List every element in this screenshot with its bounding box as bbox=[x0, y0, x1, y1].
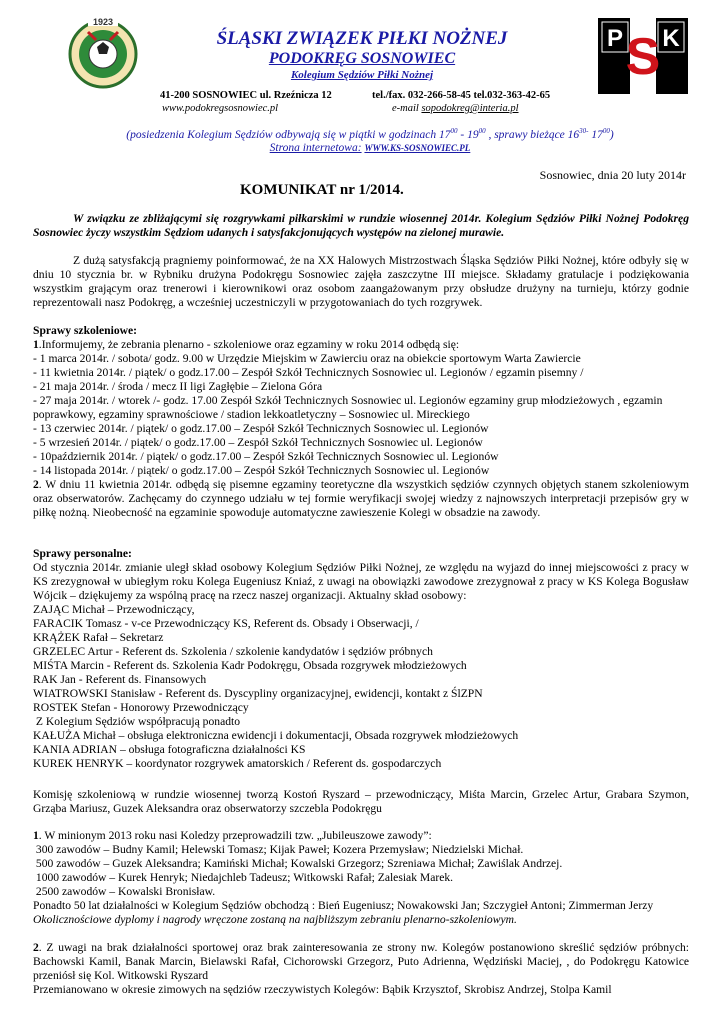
item-text: .Informujemy, że zebrania plenarno - szkoleniowe oraz egzaminy w roku 2014 odbędą się: bbox=[38, 338, 460, 351]
schedule-row: - 14 listopada 2014r. / piątek/ o godz.17.00 – Zespół Szkół Technicznych Sosnowiec ul. Legionów bbox=[33, 464, 490, 477]
jubilee-row: 500 zawodów – Guzek Aleksandra; Kamiński Michał; Kowalski Grzegorz; Szreniawa Michał; Zawiślak Andrzej. bbox=[33, 857, 563, 870]
site-url-link[interactable]: WWW.KS-SOSNOWIEC.PL bbox=[364, 143, 471, 153]
personnel-section bbox=[33, 547, 689, 771]
meeting-end: ) bbox=[609, 128, 614, 141]
item-number: 2 bbox=[33, 478, 39, 491]
training-heading: Sprawy szkoleniowe: bbox=[33, 324, 138, 337]
jubilee-row: 1000 zawodów – Kurek Henryk; Niedajchleb Tadeusz; Witkowski Rafał; Zalesiak Marek. bbox=[33, 871, 454, 884]
member-row: ZAJĄC Michał – Przewodniczący, bbox=[33, 603, 195, 616]
site-line bbox=[60, 142, 680, 154]
schedule-row: - 5 wrzesień 2014r. / piątek/ o godz.17.00 – Zespół Szkół Technicznych Sosnowiec ul. Legionów bbox=[33, 436, 483, 449]
org-subtitle: PODOKRĘG SOSNOWIEC bbox=[268, 50, 456, 67]
jubilee-row: Ponadto 50 lat działalności w Kolegium Sędziów obchodzą : Bień Eugeniusz; Nowakowski Jan; Szczygieł Antoni; Zimmerman Jerzy bbox=[33, 899, 654, 912]
commission-paragraph: Komisję szkoleniową w rundzie wiosennej tworzą Kostoń Ryszard – przewodniczący, Miśta Marcin, Grzelec Artur, Grabara Szymon, Grząba Mariusz, Guzek Aleksandra oraz obserwatorzy szczebla Podokręgu bbox=[33, 788, 689, 815]
jubilee-row: 2500 zawodów – Kowalski Bronisław. bbox=[33, 885, 216, 898]
item-text: . W dniu 11 kwietnia 2014r. odbędą się pisemne egzaminy teoretyczne dla wszystkich sędziów czynnych objętych stanem szkoleniowym oraz obserwatorów. Zachęcamy do czynnego udziału w tej formie weryfikacji swojej wiedzy z najnowszych interpretacji przepisów gry w piłkę nożną. Nieobecność na egzaminie spowoduje automatyczne zawieszenie Kolegi w obsadzie na zawody. bbox=[33, 478, 689, 519]
member-row: KUREK HENRYK – koordynator rozgrywek amatorskich / Referent ds. gospodarczych bbox=[33, 757, 442, 770]
member-row: KAŁUŻA Michał – obsługa elektroniczna ewidencji i dokumentacji, Obsada rozgrywek młodzieżowych bbox=[33, 729, 519, 742]
jubilee-closing: Okolicznościowe dyplomy i nagrody wręczone zostaną na najbliższym zebraniu plenarno-szkoleniowym. bbox=[33, 913, 517, 926]
tournament-paragraph: Z dużą satysfakcją pragniemy poinformować, że na XX Halowych Mistrzostwach Śląska Sędziów Piłki Nożnej, które odbyły się w dniu 10 stycznia br. w Rybniku drużyna Podokręgu Sosnowiec zajęła zaszczytne III miejsce. Składamy gratulacje i podziękowania wszystkim grającym oraz trenerowi i kierownikowi oraz osobom zaangażowanym przy obsłudze drużyny na turnieju, którzy godnie reprezentowali nasz Podokręg, a wcześniej uczestniczyli w przygotowaniach do tych rozgrywek. bbox=[33, 254, 689, 309]
training-section bbox=[33, 324, 689, 520]
meeting-mid-1: - 19 bbox=[457, 128, 479, 141]
schedule-row: - 13 czerwiec 2014r. / piątek/ o godz.17.00 – Zespół Szkół Technicznych Sosnowiec ul. Legionów bbox=[33, 422, 489, 435]
intro-paragraph: W związku ze zbliżającymi się rozgrywkami piłkarskimi w rundzie wiosennej 2014r. Kolegium Sędziów Piłki Nożnej Podokręg Sosnowiec życzy wszystkim Sędziom udanych i satysfakcjonujących występów na zielonej murawie. bbox=[33, 212, 689, 239]
meeting-note bbox=[60, 127, 680, 141]
logo-letter-k: K bbox=[662, 25, 680, 52]
item-number: 2 bbox=[33, 941, 39, 954]
meeting-mid-3: 17 bbox=[588, 128, 603, 141]
meeting-mid-2: , sprawy bieżące 16 bbox=[485, 128, 580, 141]
schedule-row: - 11 kwietnia 2014r. / piątek/ o godz.17.00 – Zespół Szkół Technicznych Sosnowiec ul. Legionów / egzamin pisemny / bbox=[33, 366, 584, 379]
schedule-row: - 10październik 2014r. / piątek/ o godz.17.00 – Zespół Szkół Technicznych Sosnowiec ul. Legionów bbox=[33, 450, 499, 463]
org-title: ŚLĄSKI ZWIĄZEK PIŁKI NOŻNEJ bbox=[216, 28, 508, 49]
member-row: Z Kolegium Sędziów współpracują ponadto bbox=[33, 715, 241, 728]
email-link[interactable]: sopodokreg@interia.pl bbox=[421, 103, 519, 114]
phone: tel./fax. 032-266-58-45 tel.032-363-42-65 bbox=[372, 90, 551, 101]
item-number: 1 bbox=[33, 338, 39, 351]
address: 41-200 SOSNOWIEC ul. Rzeźnicza 12 bbox=[160, 90, 332, 101]
item-text: . W minionym 2013 roku nasi Koledzy przeprowadzili tzw. „Jubileuszowe zawody”: bbox=[38, 829, 432, 842]
member-row: GRZELEC Artur - Referent ds. Szkolenia / szkolenie kandydatów i sędziów próbnych bbox=[33, 645, 433, 658]
personnel-heading: Sprawy personalne: bbox=[33, 547, 132, 560]
logo-letter-s: S bbox=[625, 28, 661, 86]
communique-title: KOMUNIKAT nr 1/2014. bbox=[240, 182, 404, 198]
org-subtitle-2: Kolegium Sędziów Piłki Nożnej bbox=[290, 69, 434, 81]
jubilee-intro bbox=[33, 829, 689, 843]
removal-section bbox=[33, 941, 689, 997]
meeting-sup-3: 30- bbox=[579, 127, 589, 135]
website-link[interactable]: www.podokregsosnowiec.pl bbox=[162, 103, 279, 114]
member-row: ROSTEK Stefan - Honorowy Przewodniczący bbox=[33, 701, 249, 714]
jubilee-section bbox=[33, 829, 689, 927]
renamed-paragraph: Przemianowano w okresie zimowych na sędziów rzeczywistych Kolegów: Bąbik Krzysztof, Skrobisz Andrzej, Stolpa Kamil bbox=[33, 983, 612, 996]
document-date: Sosnowiec, dnia 20 luty 2014r bbox=[539, 168, 686, 182]
training-item-2 bbox=[33, 478, 689, 520]
email-label: e-mail bbox=[392, 103, 419, 114]
email-line bbox=[392, 103, 519, 114]
logo-year: 1923 bbox=[92, 17, 114, 27]
member-row: MIŚTA Marcin - Referent ds. Szkolenia Kadr Podokręgu, Obsada rozgrywek młodzieżowych bbox=[33, 659, 467, 672]
member-row: KANIA ADRIAN – obsługa fotograficzna działalności KS bbox=[33, 743, 306, 756]
member-row: RAK Jan - Referent ds. Finansowych bbox=[33, 673, 207, 686]
jubilee-row: 300 zawodów – Budny Kamil; Helewski Tomasz; Kijak Paweł; Kozera Przemysław; Niedzielski Michał. bbox=[33, 843, 524, 856]
meeting-sup-4: 00 bbox=[602, 127, 610, 135]
removal-paragraph bbox=[33, 941, 689, 983]
item-number: 1 bbox=[33, 829, 39, 842]
schedule-row: - 27 maja 2014r. / wtorek /- godz. 17.00 Zespół Szkół Technicznych Sosnowiec ul. Legionów egzaminy grup młodzieżowych , egzamin poprawkowy, egzaminy sprawnościowe / stadion lekkoatletyczny – Sosnowiec ul. Mireckiego bbox=[33, 394, 663, 421]
meeting-note-start: (posiedzenia Kolegium Sędziów odbywają się w piątki w godzinach 17 bbox=[126, 128, 451, 141]
site-label: Strona internetowa: bbox=[269, 142, 362, 154]
item-text: . Z uwagi na brak działalności sportowej oraz brak zainteresowania ze strony nw. Kolegów postanowiono skreślić sędziów próbnych: Bachowski Kamil, Banak Marcin, Bielawski Rafał, Cichorowski Grzegorz, Puto Adrienna, Wędziński Maciej, , do Podokręgu Katowice przeniósł się Kol. Witkowski Ryszard bbox=[33, 941, 689, 982]
member-row: WIATROWSKI Stanisław - Referent ds. Dyscypliny organizacyjnej, ewidencji, kontakt z ŚlZPN bbox=[33, 687, 483, 700]
schedule-row: - 1 marca 2014r. / sobota/ godz. 9.00 w Urzędzie Miejskim w Zawierciu oraz na obiekcie sportowym Warta Zawiercie bbox=[33, 352, 581, 365]
personnel-intro: Od stycznia 2014r. zmianie uległ skład osobowy Kolegium Sędziów Piłki Nożnej, ze względu na wyjazd do innej miejscowości z pracy w KS zrezygnował w ubiegłym roku Kolega Eugeniusz Kniaź, z uwagi na obowiązki zawodowe zrezygnował z pracy w KS Kolega Bogusław Wójcik – dziękujemy za wspólną pracę na rzecz naszej organizacji. Aktualny skład osobowy: bbox=[33, 561, 689, 602]
training-item-1 bbox=[33, 338, 689, 352]
member-row: FARACIK Tomasz - v-ce Przewodniczący KS, Referent ds. Obsady i Obserwacji, / bbox=[33, 617, 419, 630]
member-row: KRĄŻEK Rafał – Sekretarz bbox=[33, 631, 164, 644]
logo-letter-p: P bbox=[606, 25, 624, 52]
schedule-row: - 21 maja 2014r. / środa / mecz II ligi Zagłębie – Zielona Góra bbox=[33, 380, 323, 393]
meeting-sup-1: 00 bbox=[450, 127, 458, 135]
meeting-sup-2: 00 bbox=[478, 127, 486, 135]
